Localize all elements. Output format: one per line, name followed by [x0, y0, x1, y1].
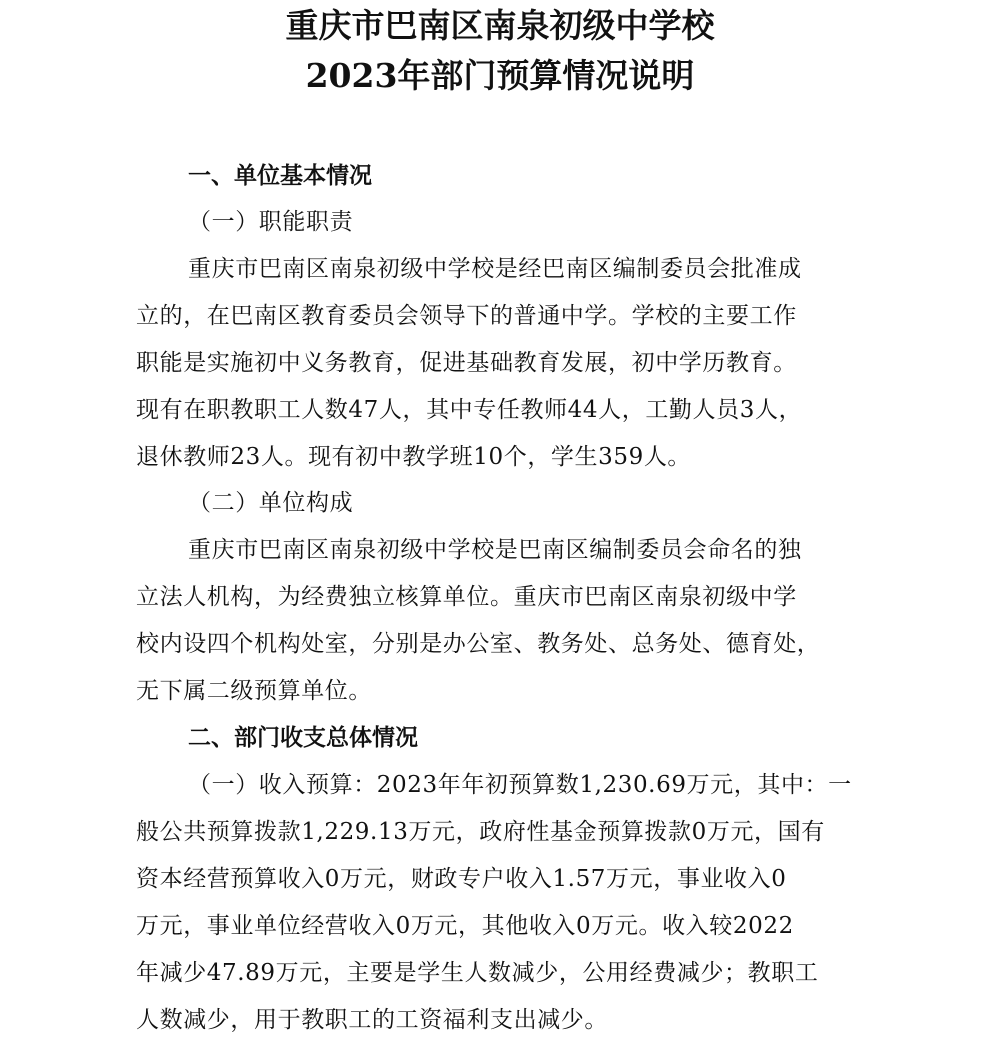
paragraph-line: 重庆市巴南区南泉初级中学校是巴南区编制委员会命名的独: [188, 537, 802, 563]
paragraph-line: 万元，事业单位经营收入0万元，其他收入0万元。收入较2022: [136, 913, 794, 939]
paragraph-line: 年减少47.89万元，主要是学生人数减少，公用经费减少；教职工: [136, 960, 819, 986]
section-1-1-heading: （一）职能职责: [188, 209, 354, 235]
paragraph-line: 般公共预算拨款1,229.13万元，政府性基金预算拨款0万元，国有: [136, 819, 825, 845]
paragraph-line: 重庆市巴南区南泉初级中学校是经巴南区编制委员会批准成: [188, 256, 802, 282]
section-1-heading: 一、单位基本情况: [188, 163, 372, 189]
document-title-line-1: 重庆市巴南区南泉初级中学校: [285, 6, 715, 45]
paragraph-line: 校内设四个机构处室，分别是办公室、教务处、总务处、德育处，: [136, 631, 821, 657]
paragraph-line: 资本经营预算收入0万元，财政专户收入1.57万元，事业收入0: [136, 866, 787, 892]
paragraph-line: 立的，在巴南区教育委员会领导下的普通中学。学校的主要工作: [136, 303, 797, 329]
paragraph-line: （一）收入预算：2023年年初预算数1,230.69万元，其中：一: [188, 772, 852, 798]
document-title-line-2: 2023年部门预算情况说明: [305, 56, 695, 95]
paragraph-line: 立法人机构，为经费独立核算单位。重庆市巴南区南泉初级中学: [136, 584, 797, 610]
section-1-2-heading: （二）单位构成: [188, 490, 354, 516]
paragraph-line: 人数减少，用于教职工的工资福利支出减少。: [136, 1007, 608, 1033]
paragraph-line: 无下属二级预算单位。: [136, 678, 372, 704]
paragraph-line: 职能是实施初中义务教育，促进基础教育发展，初中学历教育。: [136, 350, 797, 376]
paragraph-line: 退休教师23人。现有初中教学班10个，学生359人。: [136, 444, 692, 470]
section-2-heading: 二、部门收支总体情况: [188, 725, 418, 751]
paragraph-line: 现有在职教职工人数47人，其中专任教师44人，工勤人员3人，: [136, 397, 803, 423]
